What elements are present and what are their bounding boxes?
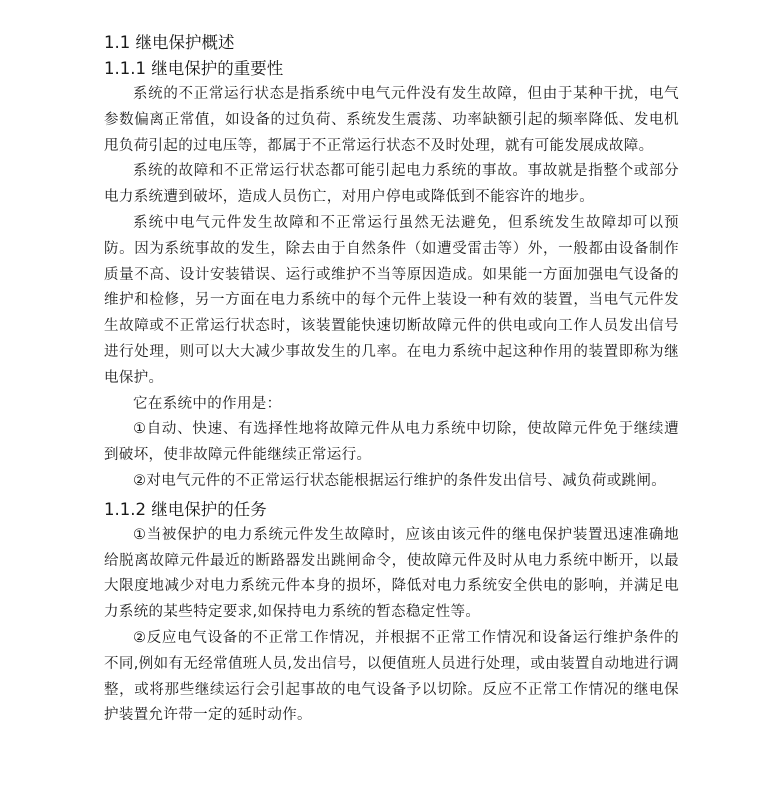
subsection-title-tasks: 1.1.2 继电保护的任务 bbox=[104, 499, 267, 519]
paragraph: 系统的故障和不正常运行状态都可能引起电力系统的事故。事故就是指整个或部分电力系统遭到破坏，造成人员伤亡，对用户停电或降低到不能容许的地步。 bbox=[104, 163, 679, 206]
section-title: 1.1 继电保护概述 bbox=[104, 33, 235, 52]
paragraph: 它在系统中的作用是： bbox=[133, 395, 282, 412]
list-item: ①当被保护的电力系统元件发生故障时，应该由该元件的继电保护装置迅速准确地给脱离故障元件最近的断路器发出跳闸命令，使故障元件及时从电力系统中断开，以最大限度地减少对电力系统元件本身的损坏，降低对电力系统安全供电的影响，并满足电力系统的某些特定要求,如保持电力系统的暂态稳定性等。 bbox=[104, 526, 679, 621]
list-item: ②反应电气设备的不正常工作情况，并根据不正常工作情况和设备运行维护条件的不同,例如有无经常值班人员,发出信号，以便值班人员进行处理，或由装置自动地进行调整，或将那些继续运行会引起事故的电气设备予以切除。反应不正常工作情况的继电保护装置允许带一定的延时动作。 bbox=[104, 629, 679, 724]
document-page bbox=[104, 30, 679, 729]
subsection-title-importance: 1.1.1 继电保护的重要性 bbox=[104, 59, 284, 78]
list-item: ②对电气元件的不正常运行状态能根据运行维护的条件发出信号、减负荷或跳闸。 bbox=[133, 472, 667, 489]
paragraph: 系统的不正常运行状态是指系统中电气元件没有发生故障，但由于某种干扰，电气参数偏离正常值，如设备的过负荷、系统发生震荡、功率缺额引起的频率降低、发电机甩负荷引起的过电压等，都属于不正常运行状态不及时处理，就有可能发展成故障。 bbox=[104, 86, 679, 154]
paragraph: 系统中电气元件发生故障和不正常运行虽然无法避免，但系统发生故障却可以预防。因为系统事故的发生，除去由于自然条件（如遭受雷击等）外，一般都由设备制作质量不高、设计安装错误、运行或维护不当等原因造成。如果能一方面加强电气设备的维护和检修，另一方面在电力系统中的每个元件上装设一种有效的装置，当电气元件发生故障或不正常运行状态时，该装置能快速切断故障元件的供电或向工作人员发出信号进行处理，则可以大大减少事故发生的几率。在电力系统中起这种作用的装置即称为继电保护。 bbox=[104, 214, 679, 386]
list-item: ①自动、快速、有选择性地将故障元件从电力系统中切除，使故障元件免于继续遭到破坏，使非故障元件能继续正常运行。 bbox=[104, 421, 679, 464]
